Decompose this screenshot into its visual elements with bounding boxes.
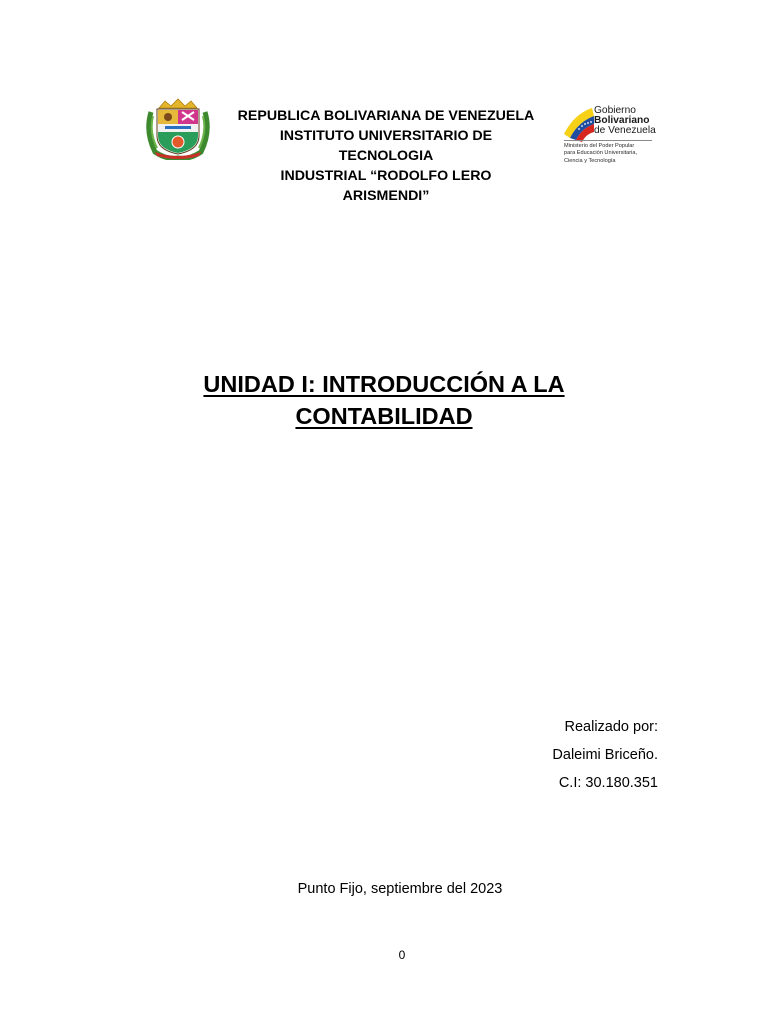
government-line: Bolivariano (594, 115, 650, 126)
government-name (594, 106, 656, 136)
document-title (84, 368, 684, 432)
page-number: 0 (398, 948, 406, 962)
institution-header (218, 106, 554, 206)
government-line: de Venezuela (594, 125, 656, 136)
title-line: UNIDAD I: INTRODUCCIÓN A LA (203, 371, 565, 397)
venezuela-flag-icon (562, 104, 596, 142)
government-line: Gobierno (594, 105, 636, 116)
author-block (552, 713, 658, 797)
logo-divider (564, 140, 652, 141)
ministry-line: Ministerio del Poder Popular (564, 143, 635, 149)
author-id: C.I: 30.180.351 (558, 775, 658, 791)
header-line: ARISMENDI” (342, 188, 430, 204)
place-date: Punto Fijo, septiembre del 2023 (297, 881, 503, 897)
header-line: INDUSTRIAL “RODOLFO LERO (280, 168, 492, 184)
institute-crest-icon (145, 98, 211, 160)
header-line: REPUBLICA BOLIVARIANA DE VENEZUELA (237, 108, 535, 124)
author-label: Realizado por: (564, 719, 658, 735)
header-line: INSTITUTO UNIVERSITARIO DE (279, 128, 493, 144)
government-logo (560, 102, 662, 172)
ministry-line: para Educación Universitaria, (564, 150, 638, 157)
header-line: TECNOLOGIA (338, 148, 434, 164)
ministry-name (564, 143, 637, 165)
ministry-line: Ciencia y Tecnología (564, 157, 616, 164)
title-line: CONTABILIDAD (295, 403, 473, 429)
author-name: Daleimi Briceño. (552, 747, 658, 763)
